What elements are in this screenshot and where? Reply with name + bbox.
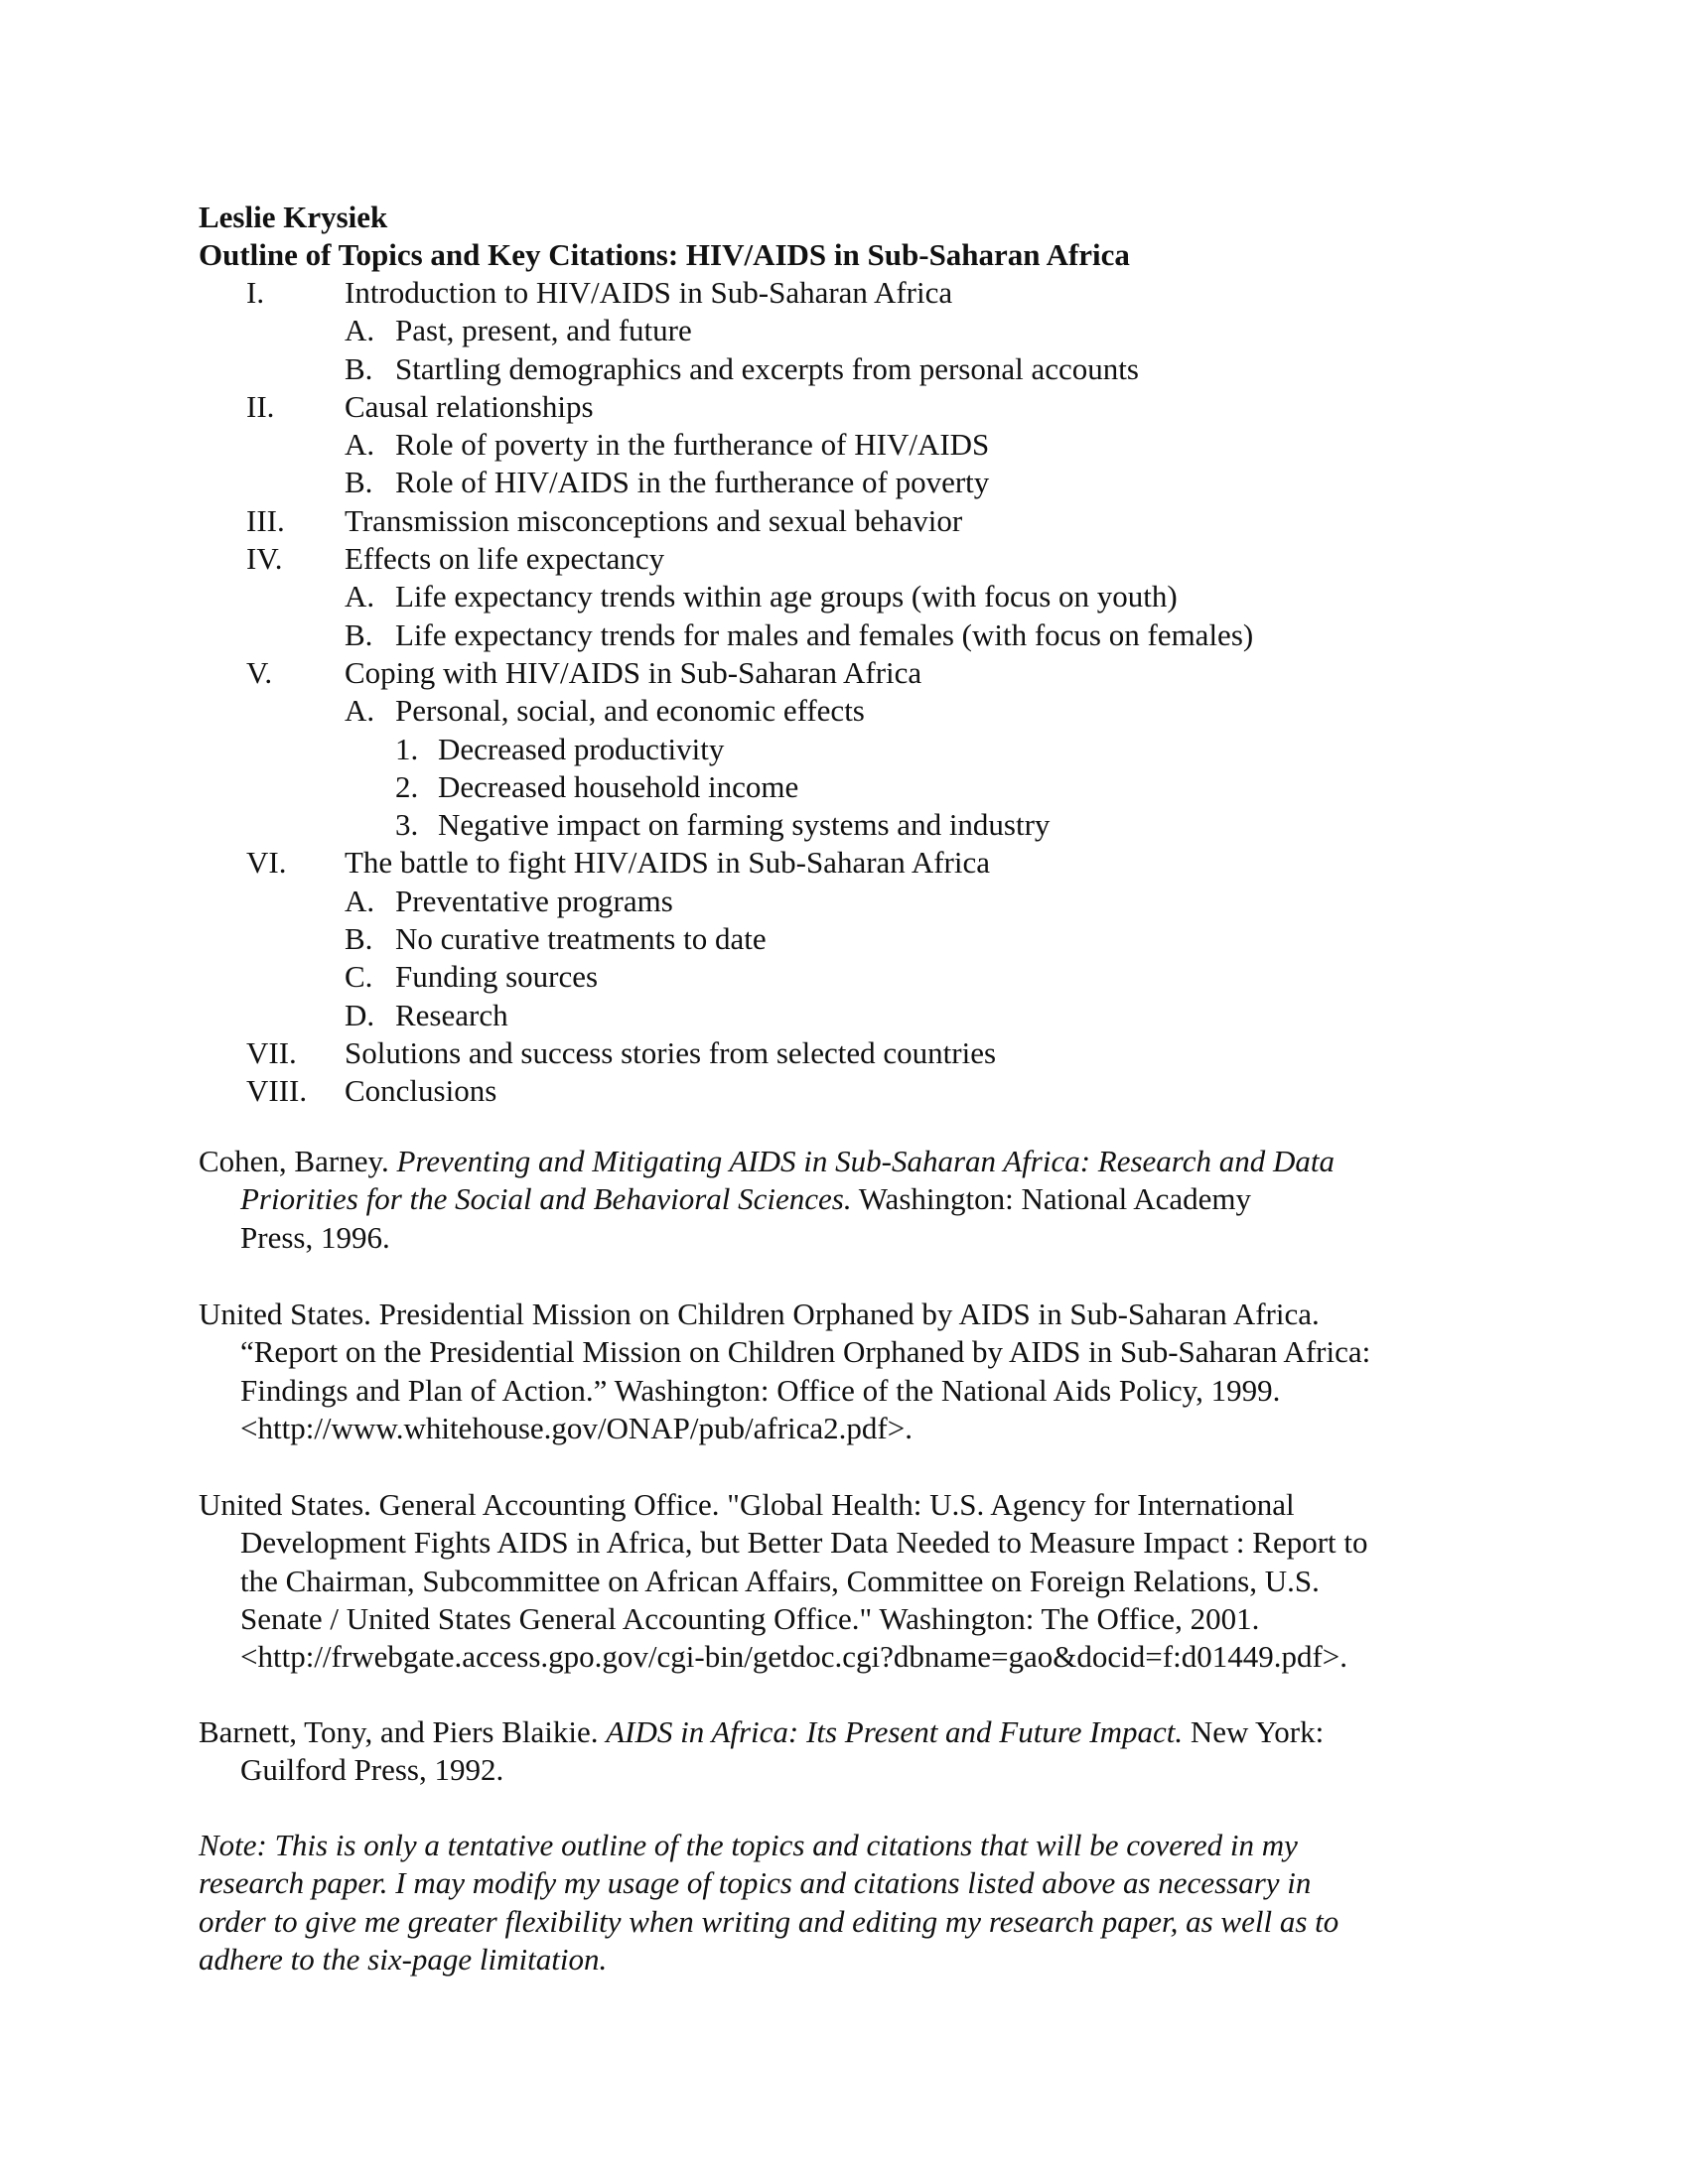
outline-number: A. (345, 883, 375, 918)
outline-number: B. (345, 616, 373, 652)
citation-text: the Chairman, Subcommittee on African Affairs, Committee on Foreign Relations, U.S. (240, 1563, 1320, 1598)
citation-us-gao (199, 1486, 1489, 1676)
citation-barnett (199, 1713, 1489, 1790)
citation-text: Guilford Press, 1992. (240, 1752, 504, 1788)
document-header (199, 199, 1489, 274)
outline-item (199, 350, 1489, 388)
outline-text: Life expectancy trends for males and females (with focus on females) (395, 616, 1254, 652)
outline-item (199, 806, 1489, 844)
outline-text: Funding sources (395, 959, 599, 995)
outline-item (199, 883, 1489, 920)
outline-number: 2. (395, 768, 419, 804)
outline-item (199, 958, 1489, 996)
outline-text: Introduction to HIV/AIDS in Sub-Saharan Africa (345, 275, 953, 310)
outline-number: I. (246, 275, 265, 310)
outline-text: Decreased productivity (438, 731, 725, 766)
outline-text: Conclusions (345, 1073, 497, 1109)
citation-book-title: AIDS in Africa: Its Present and Future Impact. (606, 1714, 1184, 1749)
citation-text: United States. Presidential Mission on Children Orphaned by AIDS in Sub-Saharan Africa. (199, 1297, 1320, 1331)
citation-book-title: Preventing and Mitigating AIDS in Sub-Saharan Africa: Research and Data (396, 1144, 1335, 1178)
outline-number: C. (345, 959, 373, 995)
outline-number: III. (246, 502, 285, 538)
outline-text: Personal, social, and economic effects (395, 693, 865, 729)
outline-item (199, 1072, 1489, 1110)
citation-text: United States. General Accounting Office. "Global Health: U.S. Agency for International (199, 1487, 1295, 1522)
outline-text: Past, present, and future (395, 313, 692, 348)
outline-text: Research (395, 997, 508, 1032)
topic-outline (199, 274, 1489, 1111)
outline-number: B. (345, 921, 373, 957)
outline-item (199, 920, 1489, 958)
outline-item (199, 274, 1489, 312)
author-note (199, 1827, 1489, 1979)
outline-item (199, 312, 1489, 349)
citation-book-title: Priorities for the Social and Behavioral Sciences. (240, 1181, 852, 1217)
citation-text: “Report on the Presidential Mission on Children Orphaned by AIDS in Sub-Saharan Africa: (240, 1334, 1371, 1370)
citation-text: Senate / United States General Accounting Office." Washington: The Office, 2001. (240, 1600, 1260, 1636)
outline-text: Role of poverty in the furtherance of HIV/AIDS (395, 427, 990, 463)
outline-number: A. (345, 313, 375, 348)
citation-text: New York: (1183, 1714, 1325, 1749)
outline-item (199, 464, 1489, 501)
outline-text: Life expectancy trends within age groups (with focus on youth) (395, 579, 1178, 614)
citation-text: Development Fights AIDS in Africa, but Better Data Needed to Measure Impact : Report to (240, 1525, 1368, 1561)
outline-item (199, 540, 1489, 578)
outline-number: VI. (246, 845, 287, 881)
outline-item (199, 578, 1489, 615)
outline-number: II. (246, 388, 275, 424)
outline-item (199, 731, 1489, 768)
outline-number: V. (246, 654, 273, 690)
outline-item (199, 388, 1489, 426)
author-name: Leslie Krysiek (199, 200, 388, 234)
outline-number: D. (345, 997, 375, 1032)
outline-item (199, 768, 1489, 806)
outline-text: Effects on life expectancy (345, 541, 665, 577)
outline-number: A. (345, 427, 375, 463)
outline-item (199, 692, 1489, 730)
outline-text: No curative treatments to date (395, 921, 767, 957)
citation-text: Findings and Plan of Action.” Washington: Office of the National Aids Policy, 1999. (240, 1372, 1281, 1408)
note-line: research paper. I may modify my usage of topics and citations listed above as necessary in (199, 1865, 1312, 1901)
outline-text: Coping with HIV/AIDS in Sub-Saharan Africa (345, 654, 922, 690)
outline-number: B. (345, 350, 373, 386)
outline-item (199, 616, 1489, 654)
outline-number: A. (345, 693, 375, 729)
note-line: Note: This is only a tentative outline of the topics and citations that will be covered in my (199, 1828, 1298, 1862)
outline-number: A. (345, 579, 375, 614)
outline-number: VII. (246, 1034, 297, 1070)
outline-text: Role of HIV/AIDS in the furtherance of poverty (395, 465, 990, 500)
outline-number: 1. (395, 731, 419, 766)
citation-url: <http://www.whitehouse.gov/ONAP/pub/africa2.pdf>. (240, 1410, 913, 1445)
outline-item (199, 502, 1489, 540)
document-title: Outline of Topics and Key Citations: HIV/AIDS in Sub-Saharan Africa (199, 237, 1130, 272)
outline-item (199, 654, 1489, 692)
citation-text: Washington: National Academy (851, 1181, 1252, 1217)
outline-number: 3. (395, 807, 419, 843)
outline-number: IV. (246, 541, 283, 577)
outline-text: Solutions and success stories from selected countries (345, 1034, 997, 1070)
citation-text: Barnett, Tony, and Piers Blaikie. (199, 1714, 607, 1749)
note-line: adhere to the six-page limitation. (199, 1941, 608, 1977)
outline-number: B. (345, 465, 373, 500)
outline-text: Preventative programs (395, 883, 673, 918)
citation-url: <http://frwebgate.access.gpo.gov/cgi-bin/getdoc.cgi?dbname=gao&docid=f:d01449.pdf>. (240, 1639, 1348, 1675)
outline-text: Startling demographics and excerpts from personal accounts (395, 350, 1139, 386)
outline-item (199, 426, 1489, 464)
outline-item (199, 997, 1489, 1034)
citation-text: Cohen, Barney. (199, 1144, 397, 1178)
note-line: order to give me greater flexibility when writing and editing my research paper, as well as to (199, 1903, 1339, 1939)
outline-text: Transmission misconceptions and sexual behavior (345, 502, 963, 538)
citation-text: Press, 1996. (240, 1219, 390, 1255)
citation-cohen (199, 1143, 1489, 1257)
outline-text: Causal relationships (345, 388, 594, 424)
outline-item (199, 844, 1489, 882)
outline-item (199, 1034, 1489, 1072)
outline-text: Negative impact on farming systems and industry (438, 807, 1051, 843)
outline-number: VIII. (246, 1073, 308, 1109)
outline-text: The battle to fight HIV/AIDS in Sub-Saharan Africa (345, 845, 990, 881)
outline-text: Decreased household income (438, 768, 799, 804)
citation-us-mission (199, 1296, 1489, 1447)
